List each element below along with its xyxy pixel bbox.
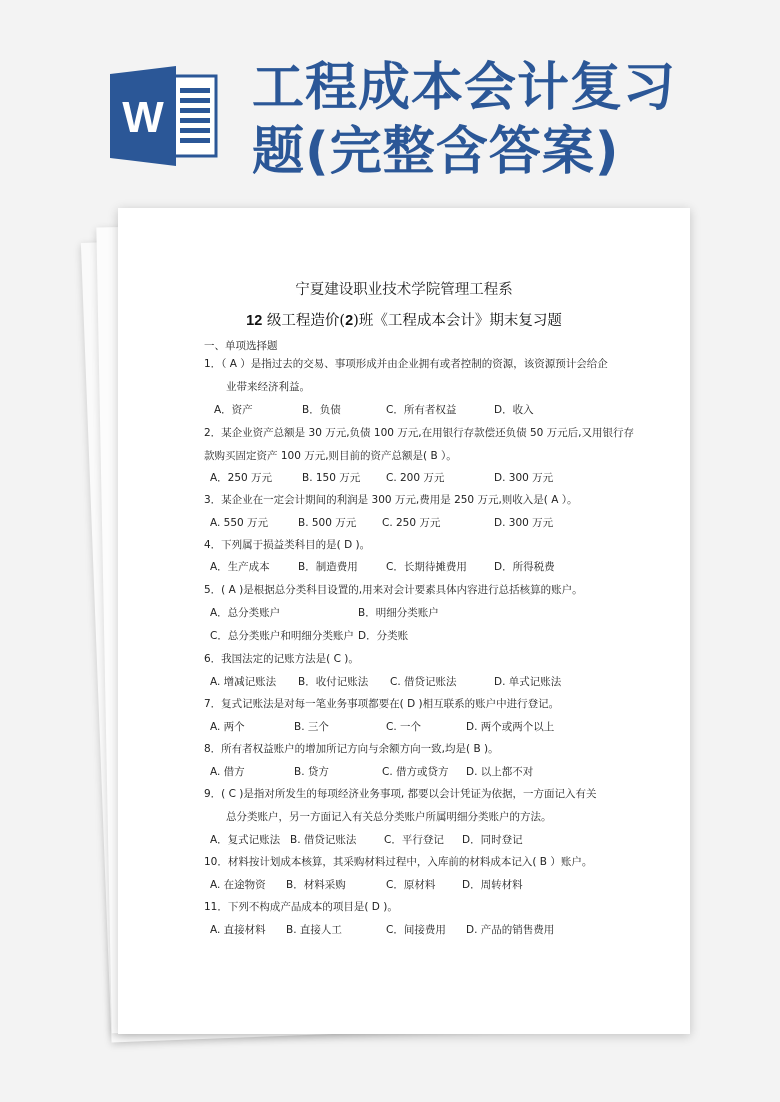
title-line-1: 工程成本会计复习 bbox=[252, 58, 677, 118]
option: A. 借方 bbox=[210, 766, 245, 778]
exam-title-mid: 级工程造价( bbox=[262, 313, 346, 329]
option: C. 借方或贷方 bbox=[382, 766, 449, 778]
option: A. 两个 bbox=[210, 721, 245, 733]
option: D．收入 bbox=[494, 404, 534, 416]
exam-title bbox=[118, 309, 690, 330]
exam-grade: 12 bbox=[246, 313, 263, 329]
option: A．资产 bbox=[214, 404, 253, 416]
option: C．平行登记 bbox=[384, 834, 444, 846]
option: D. 产品的销售费用 bbox=[466, 924, 555, 936]
option: B．负债 bbox=[302, 404, 341, 416]
option: C．间接费用 bbox=[386, 924, 446, 936]
option: A．生产成本 bbox=[210, 561, 270, 573]
school-name: 宁夏建设职业技术学院管理工程系 bbox=[295, 282, 513, 298]
option: A. 直接材料 bbox=[210, 924, 266, 936]
logo-letter: W bbox=[122, 93, 164, 142]
option: B. 贷方 bbox=[294, 766, 329, 778]
option: D．所得税费 bbox=[494, 561, 555, 573]
option: B. 借贷记账法 bbox=[290, 834, 357, 846]
exam-title-end: )班《工程成本会计》期末复习题 bbox=[353, 313, 562, 329]
question-5: 5．( A )是根据总分类科目设置的,用来对会计要素具体内容进行总括核算的账户。 bbox=[204, 584, 583, 596]
option: D. 两个或两个以上 bbox=[466, 721, 555, 733]
option: A．250 万元 bbox=[210, 472, 273, 484]
option: D. 300 万元 bbox=[494, 472, 554, 484]
option: A. 在途物资 bbox=[210, 879, 266, 891]
option: D. 300 万元 bbox=[494, 517, 554, 529]
word-logo-icon bbox=[110, 66, 222, 166]
option: A. 550 万元 bbox=[210, 517, 269, 529]
option: D. 单式记账法 bbox=[494, 676, 562, 688]
option: D. 以上都不对 bbox=[466, 766, 534, 778]
question-10: 10．材料按计划成本核算，其采购材料过程中，入库前的材料成本记入( B ）账户。 bbox=[204, 856, 593, 868]
exam-class: 2 bbox=[345, 313, 354, 329]
option: D．分类账 bbox=[358, 630, 409, 642]
question-11: 11．下列不构成产品成本的项目是( D )。 bbox=[204, 901, 398, 913]
option: B．材料采购 bbox=[286, 879, 346, 891]
option: B．制造费用 bbox=[298, 561, 358, 573]
document-page bbox=[118, 208, 690, 1034]
option: B. 150 万元 bbox=[302, 472, 361, 484]
option: A．复式记账法 bbox=[210, 834, 281, 846]
question-6: 6．我国法定的记账方法是( C )。 bbox=[204, 653, 359, 665]
option: C. 250 万元 bbox=[382, 517, 441, 529]
option: C. 借贷记账法 bbox=[390, 676, 457, 688]
question-9: 9．( C )是指对所发生的每项经济业务事项, 都要以会计凭证为依据，一方面记入有关 bbox=[204, 788, 597, 800]
question-2-cont: 款购买固定资产 100 万元,则目前的资产总额是( B ）。 bbox=[204, 450, 457, 462]
option: B．收付记账法 bbox=[298, 676, 369, 688]
option: C．所有者权益 bbox=[386, 404, 457, 416]
question-4: 4．下列属于损益类科目的是( D )。 bbox=[204, 539, 371, 551]
section-heading: 一、单项选择题 bbox=[204, 340, 278, 352]
option: D．同时登记 bbox=[462, 834, 523, 846]
page-title bbox=[252, 56, 772, 184]
question-1: 1．（ A ）是指过去的交易、事项形成并由企业拥有或者控制的资源，该资源预计会给企 bbox=[204, 358, 608, 370]
question-8: 8．所有者权益账户的增加所记方向与余额方向一致,均是( B )。 bbox=[204, 743, 499, 755]
option: A．总分类账户 bbox=[210, 607, 281, 619]
option: C．总分类账户和明细分类账户 bbox=[210, 630, 354, 642]
question-1-cont: 业带来经济利益。 bbox=[226, 381, 310, 393]
question-9-cont: 总分类账户，另一方面记入有关总分类账户所属明细分类账户的方法。 bbox=[226, 811, 552, 823]
question-3: 3．某企业在一定会计期间的利润是 300 万元,费用是 250 万元,则收入是( A ）。 bbox=[204, 494, 578, 506]
option: B．明细分类账户 bbox=[358, 607, 439, 619]
option: A. 增减记账法 bbox=[210, 676, 277, 688]
option: B. 500 万元 bbox=[298, 517, 357, 529]
option: B. 三个 bbox=[294, 721, 329, 733]
title-line-2: 题(完整含答案) bbox=[252, 122, 620, 182]
option: C. 200 万元 bbox=[386, 472, 445, 484]
option: C．长期待摊费用 bbox=[386, 561, 467, 573]
option: D．周转材料 bbox=[462, 879, 523, 891]
option: C．原材料 bbox=[386, 879, 436, 891]
option: B. 直接人工 bbox=[286, 924, 342, 936]
question-7: 7．复式记账法是对每一笔业务事项都要在( D )相互联系的账户中进行登记。 bbox=[204, 698, 560, 710]
option: C. 一个 bbox=[386, 721, 422, 733]
question-2: 2．某企业资产总额是 30 万元,负债 100 万元,在用银行存款偿还负债 50 万元后,又用银行存 bbox=[204, 427, 634, 439]
